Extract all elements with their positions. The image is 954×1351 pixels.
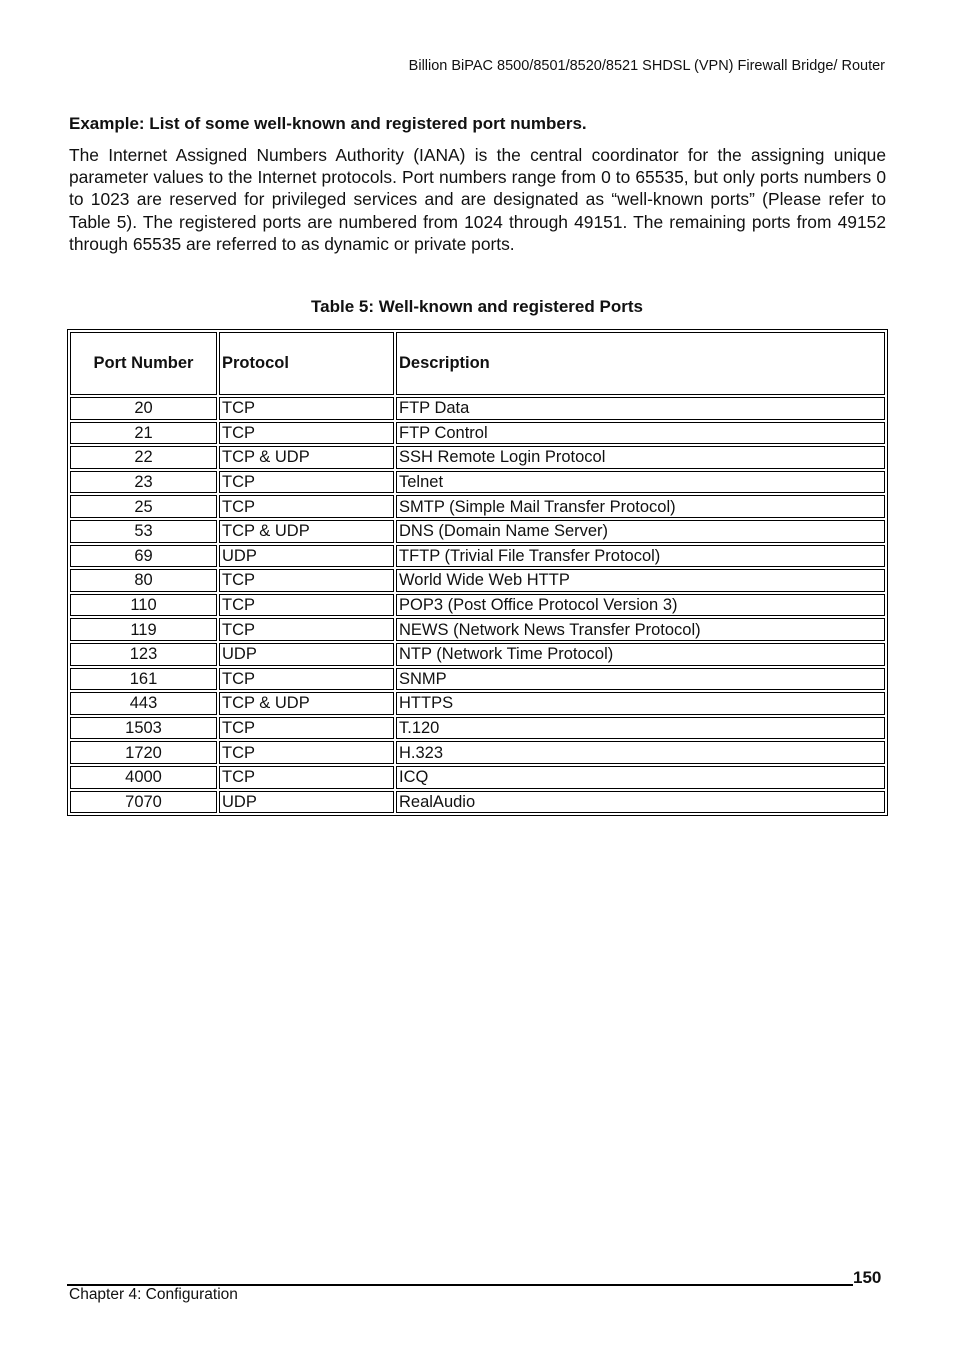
cell-port-number: 22 [70, 446, 217, 469]
table-row [70, 446, 885, 469]
cell-port-number: 1720 [70, 741, 217, 764]
cell-description: DNS (Domain Name Server) [396, 520, 885, 543]
cell-protocol: TCP [219, 618, 394, 641]
cell-description: FTP Data [396, 397, 885, 420]
cell-protocol: TCP & UDP [219, 520, 394, 543]
cell-protocol: UDP [219, 791, 394, 814]
table-row [70, 422, 885, 445]
cell-description: H.323 [396, 741, 885, 764]
page-number: 150 [853, 1268, 882, 1287]
cell-port-number: 119 [70, 618, 217, 641]
cell-port-number: 1503 [70, 717, 217, 740]
cell-description: ICQ [396, 766, 885, 789]
cell-description: SNMP [396, 668, 885, 691]
table-row [70, 692, 885, 715]
table-row [70, 495, 885, 518]
table-row [70, 717, 885, 740]
cell-port-number: 161 [70, 668, 217, 691]
table-body [70, 397, 885, 813]
cell-description: NTP (Network Time Protocol) [396, 643, 885, 666]
table-row [70, 397, 885, 420]
cell-port-number: 53 [70, 520, 217, 543]
cell-description: TFTP (Trivial File Transfer Protocol) [396, 545, 885, 568]
table-caption: Table 5: Well-known and registered Ports [311, 297, 643, 316]
cell-port-number: 123 [70, 643, 217, 666]
footer-chapter: Chapter 4: Configuration [69, 1286, 238, 1303]
cell-description: NEWS (Network News Transfer Protocol) [396, 618, 885, 641]
table-row [70, 594, 885, 617]
table-row [70, 741, 885, 764]
cell-protocol: TCP [219, 471, 394, 494]
table-row [70, 643, 885, 666]
cell-description: World Wide Web HTTP [396, 569, 885, 592]
cell-description: RealAudio [396, 791, 885, 814]
cell-protocol: TCP [219, 569, 394, 592]
cell-description: POP3 (Post Office Protocol Version 3) [396, 594, 885, 617]
table-row [70, 471, 885, 494]
table-row [70, 791, 885, 814]
cell-port-number: 443 [70, 692, 217, 715]
cell-description: HTTPS [396, 692, 885, 715]
cell-protocol: UDP [219, 545, 394, 568]
cell-protocol: UDP [219, 643, 394, 666]
table-row [70, 618, 885, 641]
table-row [70, 668, 885, 691]
table-row [70, 766, 885, 789]
column-header-port-number: Port Number [70, 332, 217, 395]
cell-protocol: TCP [219, 495, 394, 518]
ports-table [67, 329, 888, 816]
cell-port-number: 7070 [70, 791, 217, 814]
cell-port-number: 20 [70, 397, 217, 420]
table-row [70, 520, 885, 543]
running-header: Billion BiPAC 8500/8501/8520/8521 SHDSL (VPN) Firewall Bridge/ Router [408, 58, 885, 74]
cell-port-number: 25 [70, 495, 217, 518]
intro-paragraph: The Internet Assigned Numbers Authority (IANA) is the central coordinator for the assigning unique parameter values to the Internet protocols. Port numbers range from 0 to 65535, but only ports numbers 0 to 1023 are reserved for privileged services and are designated as “well-known ports” (Please refer to Table 5). The registered ports are numbered from 1024 through 49151. The remaining ports from 49152 through 65535 are referred to as dynamic or private ports. [69, 145, 886, 254]
cell-description: SSH Remote Login Protocol [396, 446, 885, 469]
cell-description: FTP Control [396, 422, 885, 445]
column-header-protocol: Protocol [219, 332, 394, 395]
cell-protocol: TCP [219, 397, 394, 420]
cell-port-number: 21 [70, 422, 217, 445]
table-row [70, 545, 885, 568]
table-header-row [70, 332, 885, 395]
cell-port-number: 69 [70, 545, 217, 568]
cell-protocol: TCP [219, 422, 394, 445]
cell-protocol: TCP [219, 594, 394, 617]
cell-protocol: TCP & UDP [219, 446, 394, 469]
cell-protocol: TCP [219, 668, 394, 691]
cell-protocol: TCP [219, 717, 394, 740]
cell-description: T.120 [396, 717, 885, 740]
cell-port-number: 110 [70, 594, 217, 617]
column-header-description: Description [396, 332, 885, 395]
cell-protocol: TCP [219, 766, 394, 789]
cell-port-number: 4000 [70, 766, 217, 789]
cell-port-number: 80 [70, 569, 217, 592]
cell-description: SMTP (Simple Mail Transfer Protocol) [396, 495, 885, 518]
section-heading: Example: List of some well-known and registered port numbers. [69, 114, 587, 133]
cell-protocol: TCP & UDP [219, 692, 394, 715]
cell-description: Telnet [396, 471, 885, 494]
cell-protocol: TCP [219, 741, 394, 764]
cell-port-number: 23 [70, 471, 217, 494]
table-row [70, 569, 885, 592]
